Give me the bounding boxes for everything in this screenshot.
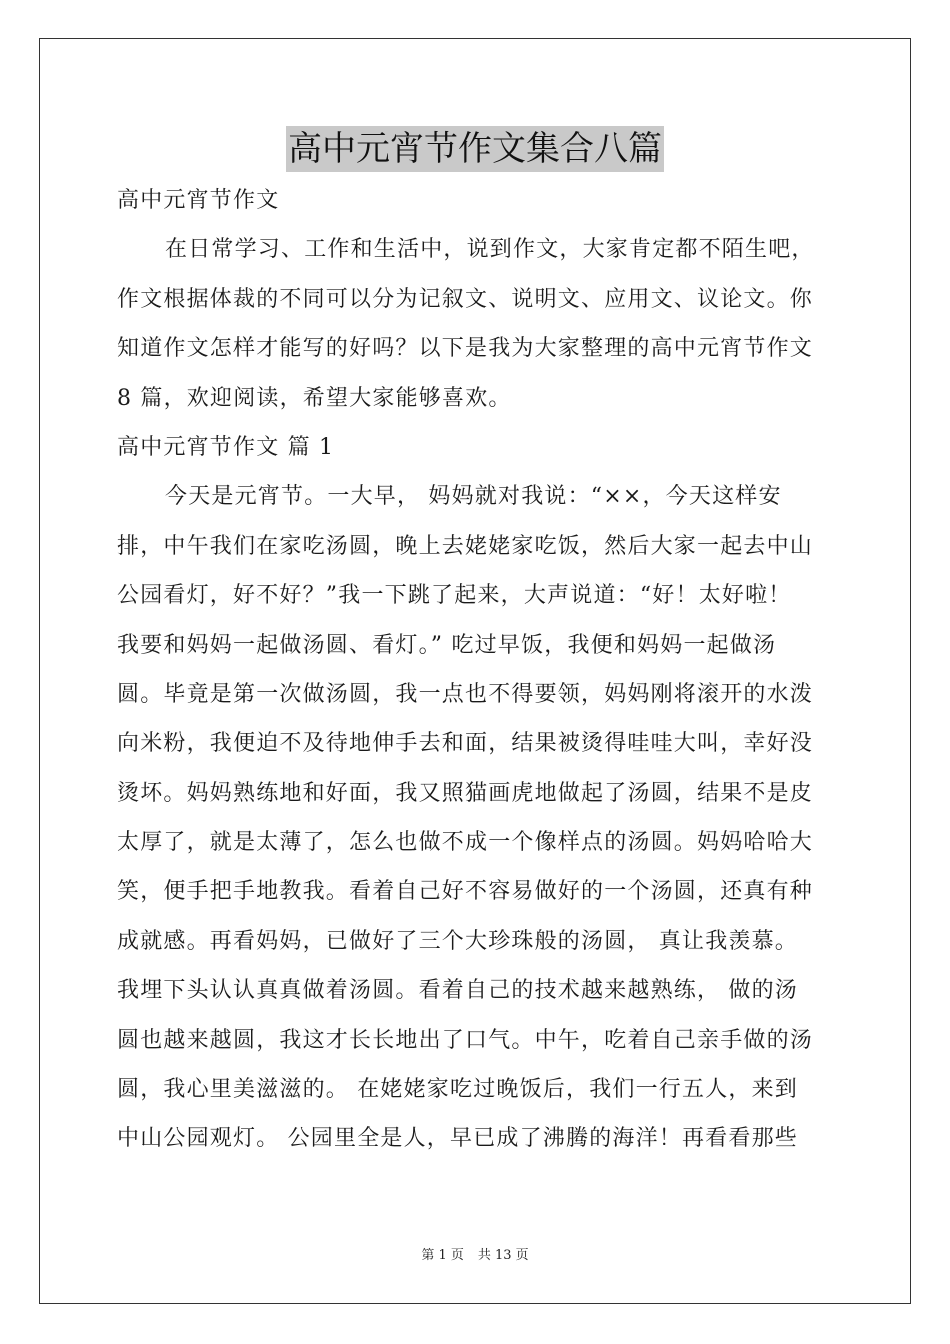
text-line: 高中元宵节作文 bbox=[117, 188, 280, 213]
text-line: 公园看灯，好不好？”我一下跳了起来，大声说道：“好！太好啦！ bbox=[117, 583, 792, 609]
text-line: 我埋下头认认真真做着汤圆。看着自己的技术越来越熟练， 做的汤 bbox=[117, 978, 798, 1004]
text-line: 太厚了，就是太薄了，怎么也做不成一个像样点的汤圆。妈妈哈哈大 bbox=[117, 830, 814, 856]
text-line: 圆。毕竟是第一次做汤圆，我一点也不得要领，妈妈刚将滚开的水泼 bbox=[117, 681, 814, 707]
document-body bbox=[117, 176, 837, 1164]
page-total: 共 13 页 bbox=[477, 1248, 529, 1263]
title-container bbox=[0, 126, 950, 172]
text-line: 今天是元宵节。一大早， 妈妈就对我说：“××，今天这样安 bbox=[165, 484, 782, 510]
text-line: 知道作文怎样才能写的好吗？以下是我为大家整理的高中元宵节作文 bbox=[117, 336, 814, 362]
text-line: 8 篇，欢迎阅读，希望大家能够喜欢。 bbox=[117, 385, 512, 411]
text-line: 圆，我心里美滋滋的。 在姥姥家吃过晚饭后，我们一行五人，来到 bbox=[117, 1077, 798, 1103]
text-line: 向米粉，我便迫不及待地伸手去和面，结果被烫得哇哇大叫，幸好没 bbox=[117, 731, 814, 757]
text-line: 在日常学习、工作和生活中，说到作文，大家肯定都不陌生吧， bbox=[165, 237, 815, 263]
text-line: 圆也越来越圆，我这才长长地出了口气。中午，吃着自己亲手做的汤 bbox=[117, 1027, 814, 1053]
text-line: 高中元宵节作文 篇 1 bbox=[117, 434, 335, 460]
text-line: 我要和妈妈一起做汤圆、看灯。” 吃过早饭，我便和妈妈一起做汤 bbox=[117, 632, 777, 658]
text-line: 成就感。再看妈妈，已做好了三个大珍珠般的汤圆， 真让我羡慕。 bbox=[117, 928, 798, 954]
text-line: 烫坏。妈妈熟练地和好面，我又照猫画虎地做起了汤圆，结果不是皮 bbox=[117, 780, 814, 806]
page-footer bbox=[0, 1247, 950, 1265]
text-line: 中山公园观灯。 公园里全是人，早已成了沸腾的海洋！再看看那些 bbox=[117, 1126, 798, 1152]
document-title: 高中元宵节作文集合八篇 bbox=[286, 126, 664, 172]
text-line: 作文根据体裁的不同可以分为记叙文、说明文、应用文、议论文。你 bbox=[117, 286, 814, 312]
page-number: 第 1 页 bbox=[421, 1248, 464, 1263]
text-line: 笑，便手把手地教我。看着自己好不容易做好的一个汤圆，还真有种 bbox=[117, 879, 814, 905]
text-line: 排，中午我们在家吃汤圆，晚上去姥姥家吃饭，然后大家一起去中山 bbox=[117, 533, 814, 559]
